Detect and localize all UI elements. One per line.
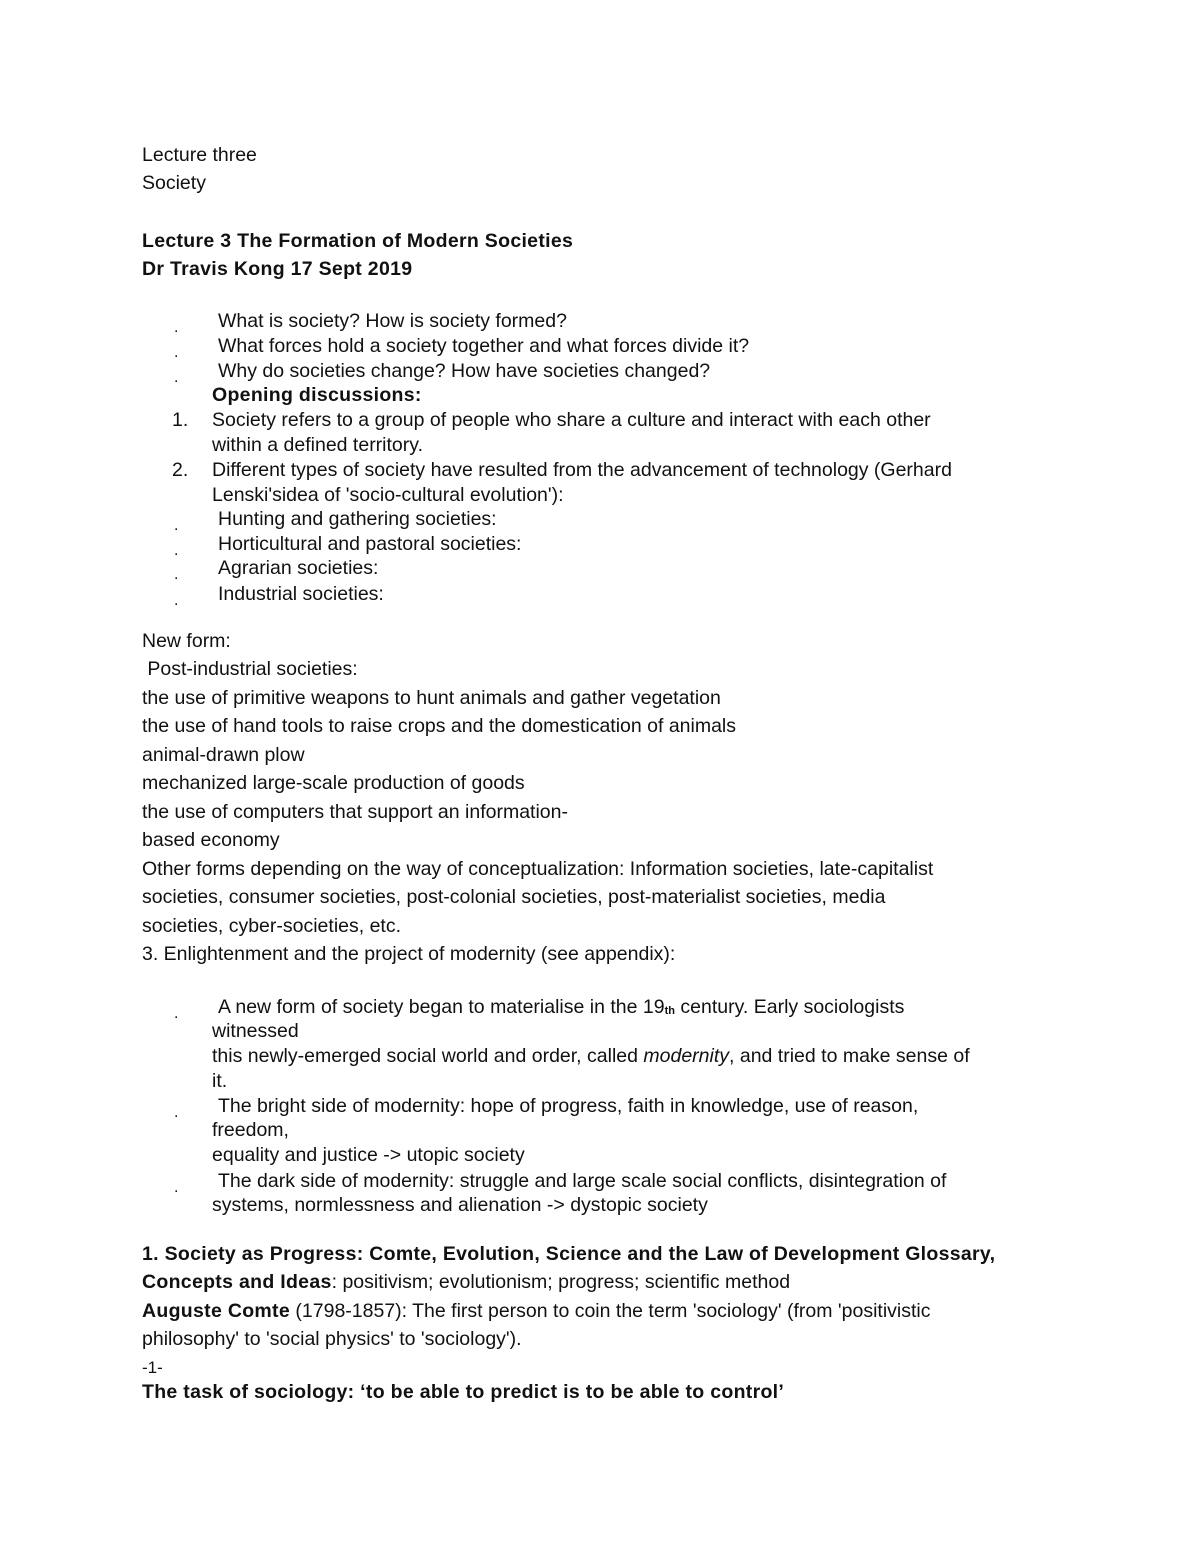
modernity-bullet-1-line-2: witnessed (212, 1020, 299, 1042)
enlightenment-line: 3. Enlightenment and the project of modernity (see appendix): (142, 943, 676, 965)
modernity-bullet-2-line-1: The bright side of modernity: hope of progress, faith in knowledge, use of reason, (218, 1095, 919, 1117)
description-line: animal-drawn plow (142, 744, 305, 766)
opening-item-1-line-2: within a defined territory. (212, 434, 423, 456)
page-number: -1- (142, 1358, 163, 1377)
bullet-marker: . (174, 1179, 179, 1196)
bullet-marker: . (174, 1005, 179, 1022)
description-line: the use of primitive weapons to hunt animals and gather vegetation (142, 687, 721, 709)
new-form-heading: New form: (142, 630, 231, 652)
bullet-marker: . (174, 369, 179, 386)
lecture-byline: Dr Travis Kong 17 Sept 2019 (142, 258, 413, 280)
bullet-marker: . (174, 344, 179, 361)
description-line: the use of computers that support an information- (142, 801, 568, 823)
task-of-sociology: The task of sociology: ‘to be able to predict is to be able to control’ (142, 1381, 785, 1403)
modernity-bullet-1-line-3: this newly-emerged social world and order, called modernity, and tried to make sense of (212, 1045, 970, 1067)
question-item: What forces hold a society together and what forces divide it? (218, 335, 750, 357)
question-item: Why do societies change? How have societies changed? (218, 360, 711, 382)
concepts-line: Concepts and Ideas: positivism; evolutionism; progress; scientific method (142, 1271, 791, 1293)
description-line: based economy (142, 829, 280, 851)
bullet-marker: . (174, 542, 179, 559)
opening-heading: Opening discussions: (212, 384, 422, 406)
list-number: 1. (172, 409, 189, 431)
section-1-heading: 1. Society as Progress: Comte, Evolution, Science and the Law of Development Glossary, (142, 1243, 996, 1265)
society-type-item: Industrial societies: (218, 583, 384, 605)
other-forms-line-2: societies, consumer societies, post-colonial societies, post-materialist societies, media (142, 886, 886, 908)
question-item: What is society? How is society formed? (218, 310, 567, 332)
modernity-bullet-3-line-1: The dark side of modernity: struggle and large scale social conflicts, disintegration of (218, 1170, 947, 1192)
society-type-item: Agrarian societies: (218, 557, 379, 579)
other-forms-line-3: societies, cyber-societies, etc. (142, 915, 402, 937)
list-number: 2. (172, 459, 189, 481)
society-type-item: Hunting and gathering societies: (218, 508, 497, 530)
bullet-marker: . (174, 592, 179, 609)
header-line-1: Lecture three (142, 144, 257, 166)
comte-line-1: Auguste Comte (1798-1857): The first person to coin the term 'sociology' (from 'positivistic (142, 1300, 931, 1322)
description-line: mechanized large-scale production of goods (142, 772, 525, 794)
modernity-bullet-2-line-3: equality and justice -> utopic society (212, 1144, 525, 1166)
modernity-bullet-1-line-1: A new form of society began to materialise in the $19_{th}$ century. Early sociologists (218, 996, 905, 1018)
other-forms-line-1: Other forms depending on the way of conceptualization: Information societies, late-capitalist (142, 858, 934, 880)
opening-item-2-line-1: Different types of society have resulted from the advancement of technology (Gerhard (212, 459, 952, 481)
society-type-item: Horticultural and pastoral societies: (218, 533, 522, 555)
header-line-2: Society (142, 172, 206, 194)
comte-line-2: philosophy' to 'social physics' to 'sociology'). (142, 1328, 522, 1350)
post-industrial-label: Post-industrial societies: (142, 658, 358, 680)
modernity-bullet-2-line-2: freedom, (212, 1119, 289, 1141)
opening-item-2-line-2: Lenski'sidea of 'socio-cultural evolution'): (212, 484, 564, 506)
bullet-marker: . (174, 566, 179, 583)
modernity-bullet-3-line-2: systems, normlessness and alienation -> dystopic society (212, 1194, 708, 1216)
bullet-marker: . (174, 319, 179, 336)
lecture-title: Lecture 3 The Formation of Modern Societies (142, 230, 574, 252)
opening-item-1-line-1: Society refers to a group of people who share a culture and interact with each other (212, 409, 931, 431)
bullet-marker: . (174, 1104, 179, 1121)
description-line: the use of hand tools to raise crops and the domestication of animals (142, 715, 737, 737)
modernity-bullet-1-line-4: it. (212, 1070, 228, 1092)
bullet-marker: . (174, 517, 179, 534)
